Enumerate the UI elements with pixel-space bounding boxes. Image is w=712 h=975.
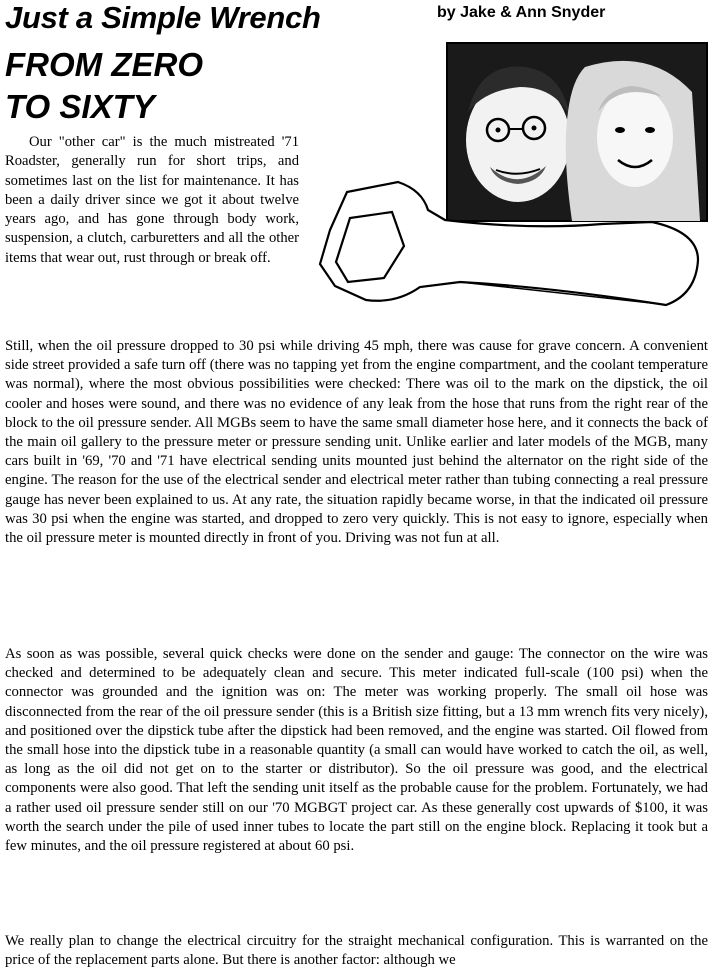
byline: by Jake & Ann Snyder (437, 4, 606, 21)
headline-line-1: FROM ZERO (5, 46, 203, 83)
series-title: Just a Simple Wrench (5, 0, 321, 35)
author-photo (447, 43, 707, 221)
article-headline (5, 44, 203, 128)
body-paragraph-3: We really plan to change the electrical circuitry for the straight mechanical configuration. This is warranted on the price of the replacement parts alone. But there is another factor: although we (5, 933, 708, 969)
headline-line-2: TO SIXTY (5, 88, 155, 125)
body-paragraph-1: Still, when the oil pressure dropped to 30 psi while driving 45 mph, there was cause for grave concern. A convenient side street provided a safe turn off (there was no tapping yet from the engine compartment, and the coolant temperature was normal), where the most obvious possibilities were checked: There was oil to the mark on the dipstick, the oil cooler and hoses were sound, and there was no evidence of any leak from the hose that runs from the right rear of the block to the oil pressure sender. All MGBs seem to have the same small diameter hose here, and it connects the back of the main oil gallery to the pressure meter or pressure sending unit. Unlike earlier and later models of the MGB, many cars built in '69, '70 and '71 have electrical sending units mounted just behind the alternator on the right side of the engine. The reason for the use of the electrical sender and electrical meter rather than tubing connecting a real pressure gauge has never been explained to us. At any rate, the situation rapidly became worse, in that the indicated oil pressure was 30 psi when the engine was started, and dropped to zero very quickly. This is not easy to ignore, especially when the oil pressure meter is mounted directly in front of you. Driving was not fun at all. (5, 338, 708, 547)
body-paragraph-2: As soon as was possible, several quick checks were done on the sender and gauge: The connector on the wire was checked and determined to be adequately clean and secure. This meter indicated full-scale (100 psi) when the connector was grounded and the ignition was on: The meter was working properly. The small oil hose was disconnected from the rear of the oil pressure sender (this is a British size fitting, but a 13 mm wrench fits very nicely), and positioned over the dipstick tube after the dipstick had been removed, and the engine was started. Oil flowed from the small hose into the dipstick tube in a reasonable quantity (a small can would have worked to catch the oil, as well, as long as the oil did not get on to the starter or distributor). So the oil pressure was good, and the electrical components were also good. That left the sending unit itself as the probable cause for the problem. Fortunately, we had a rather used oil pressure sender still on our '70 MGBGT project car. As these generally cost upwards of $100, it was worth the search under the pile of used inner tubes to locate the part still on the engine block. Replacing it took but a few minutes, and the oil pressure registered at about 60 psi. (5, 646, 708, 855)
intro-paragraph: Our "other car" is the much mistreated '71 Roadster, generally run for short trips, and sometimes last on the list for maintenance. It has been a daily driver since we got it about twelve years ago, and has gone through body work, suspension, a clutch, carburetters and all the other items that wear out, rust through or break off. (5, 134, 299, 266)
wrench-logo-with-photo (300, 42, 708, 314)
